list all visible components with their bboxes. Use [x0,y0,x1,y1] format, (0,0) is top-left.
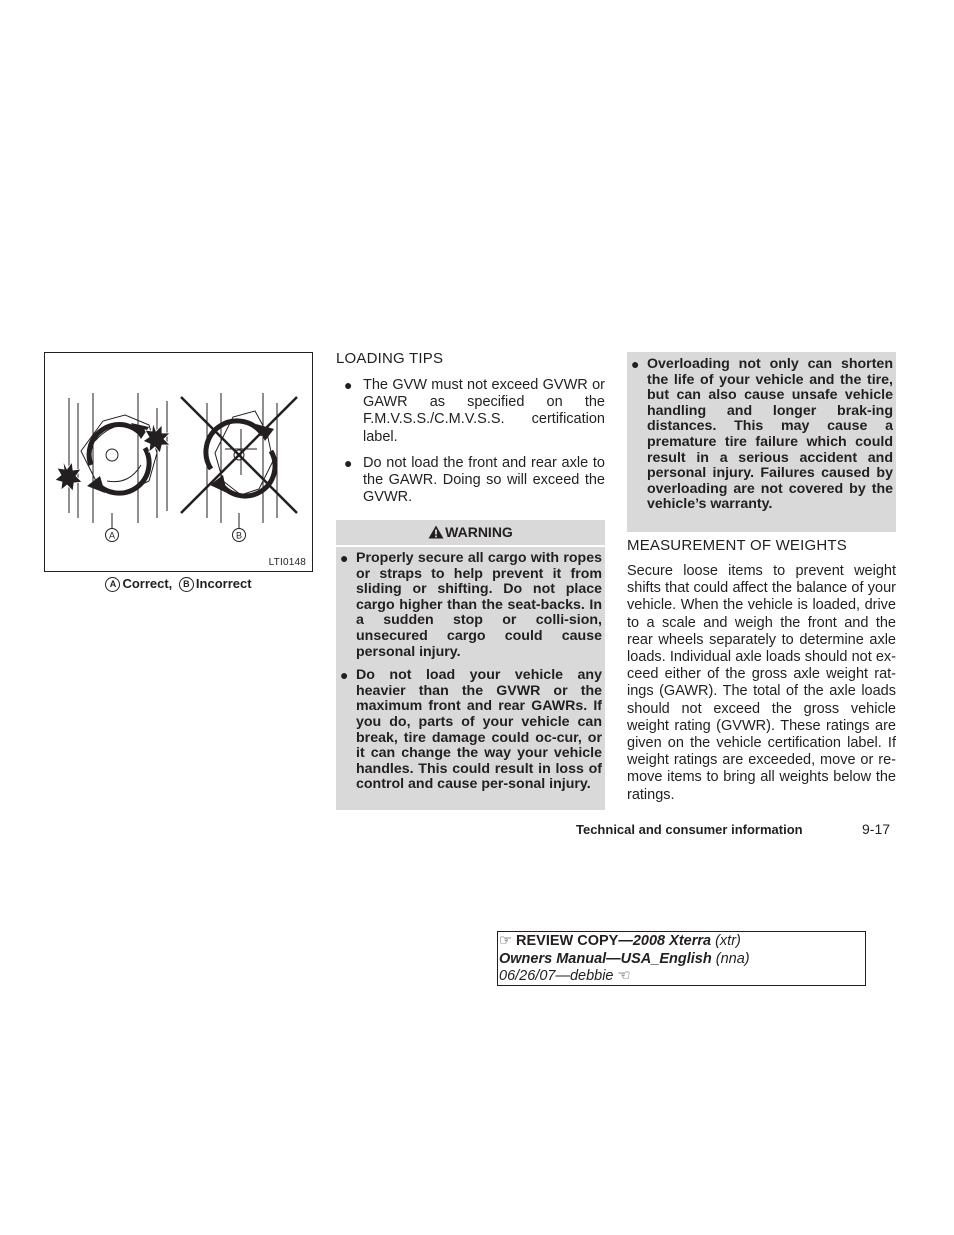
warning-list [336,551,605,793]
pointing-hand-right-icon: ☞ [499,933,512,949]
figure-illustration [44,352,313,572]
review-line-1: ☞ REVIEW COPY—2008 Xterra (xtr) [499,933,741,949]
cargo-securing-illustration [45,353,314,573]
bullet-icon: ● [344,454,353,471]
marker-b-label: B [235,530,243,541]
measurement-heading: MEASUREMENT OF WEIGHTS [627,537,847,554]
list-item: ● Overloading not only can shorten the life of your vehicle and the tire, but can also cause unsafe vehicle handling and longer brak-ing distances. This may cause a premature tire failure which could result in a serious accident and personal injury. Failures caused by overloading are not covered by the vehicle’s warranty. [631,356,893,513]
caption-correct: Correct, [122,576,173,591]
pointing-hand-left-icon: ☜ [617,968,631,984]
list-item: ● The GVW must not exceed GVWR or GAWR as specified on the F.M.V.S.S./C.M.V.S.S. certification label. [344,377,605,445]
loading-tips-heading: LOADING TIPS [336,350,444,367]
list-item: ● Do not load the front and rear axle to the GAWR. Doing so will exceed the GVWR. [344,454,605,506]
caption-marker-a: A [105,577,120,592]
incorrect-example-graphic [181,393,297,542]
bullet-icon: ● [340,550,349,566]
bullet-icon: ● [344,377,353,393]
bullet-icon: ● [340,667,349,684]
figure-code: LTI0148 [268,557,306,568]
overload-warning-box [627,352,896,532]
review-model-code: (xtr) [711,933,741,949]
footer-section-title: Technical and consumer information [576,822,803,837]
caption-marker-b: B [179,577,194,592]
measurement-body: Secure loose items to prevent weight shifts that could affect the balance of your vehicle. When the vehicle is loaded, drive to a scale and weigh the front and the rear wheels separately to determine axle loads. Individual axle loads should not ex-ceed either of the gross axle weight rat-ings (GAWR). The total of the axle loads should not exceed the gross vehicle weight rating (GVWR). These ratings are given on the vehicle certification label. If weight ratings are exceeded, move or re-move items to bring all weights below the ratings. [627,563,896,803]
loading-tips-list [336,377,605,515]
warning-triangle-icon [428,525,444,539]
review-manual: Owners Manual—USA_English [499,950,712,967]
warning-label: WARNING [445,524,513,540]
overload-list [627,357,896,513]
review-line-3 [499,968,865,986]
warning-box [336,520,605,810]
correct-example-graphic [55,393,170,542]
bullet-icon: ● [631,356,640,372]
warning-header [336,520,605,547]
page-number: 9-17 [862,821,891,837]
list-item: ● Properly secure all cargo with ropes or straps to help prevent it from sliding or shifting. Do not place cargo higher than the seat-backs. In a sudden stop or colli-sion, unsecured cargo could cause personal injury. [340,550,602,660]
review-date-author: 06/26/07—debbie [499,968,614,984]
review-manual-code: (nna) [711,950,750,967]
review-line-2 [499,951,865,969]
figure-caption [44,576,313,592]
list-item: ● Do not load your vehicle any heavier than the GVWR or the maximum front and rear GAWRs. If you do, parts of your vehicle can break, tire damage could oc-cur, or it can change the way your vehicle handles. This could result in loss of control and cause per-sonal injury. [340,667,602,793]
review-label: REVIEW COPY [516,933,619,949]
caption-incorrect: Incorrect [195,576,252,591]
review-copy-box [497,931,866,986]
review-model: 2008 Xterra [632,933,712,949]
marker-a-label: A [108,530,116,541]
